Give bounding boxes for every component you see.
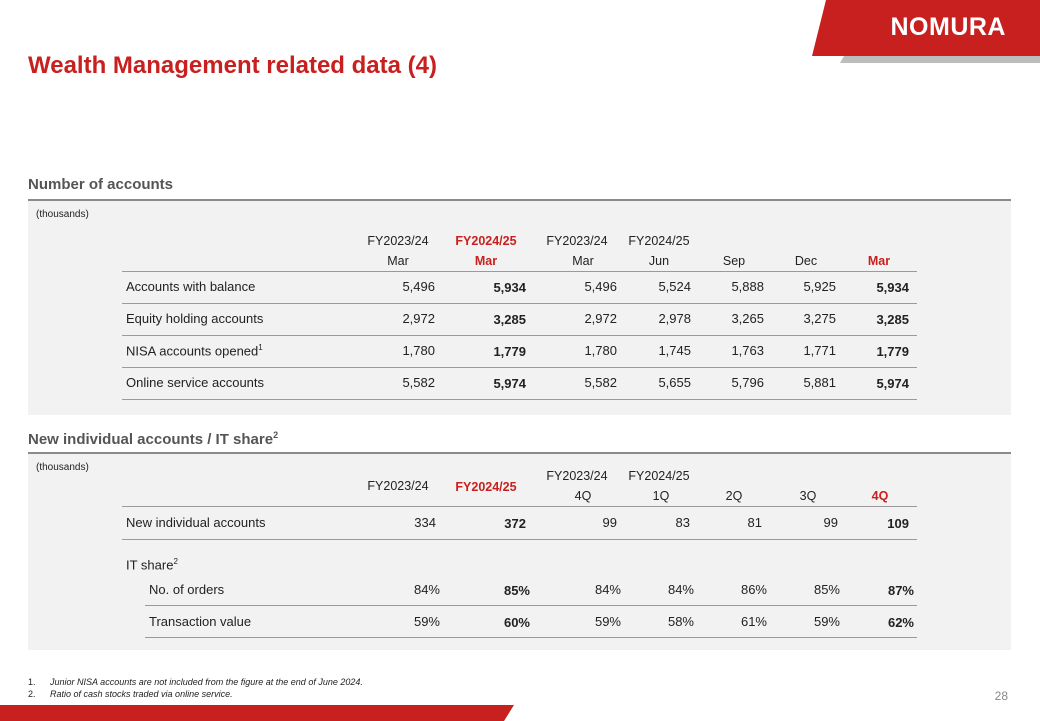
divider: [122, 399, 558, 400]
col-head-fy: FY2023/24: [546, 469, 608, 483]
table-cell: 1,779: [493, 344, 526, 359]
table-cell: 59%: [813, 614, 840, 629]
table-cell: 5,496: [402, 279, 435, 294]
table-cell: 5,888: [731, 279, 764, 294]
unit-note: (thousands): [36, 209, 89, 220]
divider: [542, 367, 917, 368]
divider: [145, 605, 558, 606]
row-label: Online service accounts: [126, 375, 265, 390]
table-cell: 58%: [667, 614, 694, 629]
row-label: No. of orders: [149, 582, 225, 597]
table-cell: 5,934: [493, 280, 526, 295]
col-head-fy: FY2024/25: [455, 480, 517, 494]
table-cell: 5,974: [493, 376, 526, 391]
table-cell: 62%: [887, 615, 914, 630]
divider: [145, 637, 558, 638]
nomura-logo: NOMURA: [890, 13, 1006, 41]
table-cell: 1,771: [803, 343, 836, 358]
table-cell: 59%: [594, 614, 621, 629]
table-cell: 5,582: [584, 375, 617, 390]
divider: [542, 605, 917, 606]
col-head-period: Jun: [648, 254, 670, 268]
col-head-period: Mar: [474, 254, 498, 268]
table-cell: 334: [414, 515, 436, 530]
col-head-period: Mar: [387, 254, 409, 268]
table-cell: 61%: [740, 614, 767, 629]
col-head-period: Mar: [572, 254, 594, 268]
row-label: New individual accounts: [126, 515, 266, 530]
section-title-accounts: Number of accounts: [28, 176, 174, 193]
table-cell: 5,496: [584, 279, 617, 294]
col-head-fy: FY2024/25: [455, 234, 517, 248]
col-head-fy: FY2024/25: [628, 234, 690, 248]
table-cell: 87%: [887, 583, 914, 598]
table-cell: 2,972: [584, 311, 617, 326]
col-head-period: Dec: [794, 254, 818, 268]
table-cell: 1,779: [876, 344, 909, 359]
divider: [122, 506, 558, 507]
table-cell: 81: [747, 515, 762, 530]
table-cell: 3,275: [803, 311, 836, 326]
divider: [122, 539, 558, 540]
divider: [542, 506, 917, 507]
table-cell: 59%: [413, 614, 440, 629]
row-label: IT share$^2$: [126, 557, 178, 573]
col-head-fy: FY2023/24: [367, 234, 429, 248]
table-cell: 99: [823, 515, 838, 530]
col-head-period: Mar: [867, 254, 891, 268]
bottom-accent-bar: [0, 705, 520, 721]
unit-note: (thousands): [36, 462, 89, 473]
footnote: 2. Ratio of cash stocks traded via online service.: [28, 689, 233, 699]
table-cell: 5,934: [876, 280, 909, 295]
divider: [542, 399, 917, 400]
table-cell: 1,763: [731, 343, 764, 358]
table-cell: 3,265: [731, 311, 764, 326]
table-cell: 5,881: [803, 375, 836, 390]
table-cell: 2,972: [402, 311, 435, 326]
table-cell: 2,978: [658, 311, 691, 326]
footnotes: [28, 677, 363, 701]
table-cell: 83: [675, 515, 690, 530]
table-cell: 85%: [503, 583, 530, 598]
col-head-fy: FY2023/24: [546, 234, 608, 248]
col-head-quarter: 1Q: [652, 489, 670, 503]
divider: [542, 637, 917, 638]
col-head-fy: FY2023/24: [367, 479, 429, 493]
table-cell: 60%: [503, 615, 530, 630]
row-label: Equity holding accounts: [126, 311, 264, 326]
table-cell: 1,780: [584, 343, 617, 358]
col-head-quarter: 3Q: [799, 489, 817, 503]
divider: [122, 303, 558, 304]
table-cell: 372: [504, 516, 526, 531]
col-head-fy: FY2024/25: [628, 469, 690, 483]
table-cell: 84%: [413, 582, 440, 597]
table-cell: 5,655: [658, 375, 691, 390]
table-cell: 86%: [740, 582, 767, 597]
table-cell: 109: [887, 516, 909, 531]
col-head-period: Sep: [722, 254, 746, 268]
logo-band: [812, 0, 1040, 56]
section-title-new-accounts: New individual accounts / IT share$^2$: [28, 430, 279, 448]
divider: [542, 335, 917, 336]
table-cell: 85%: [813, 582, 840, 597]
table-cell: 99: [602, 515, 617, 530]
divider: [542, 539, 917, 540]
row-label: Accounts with balance: [126, 279, 256, 294]
table-cell: 3,285: [493, 312, 526, 327]
table-cell: 84%: [594, 582, 621, 597]
page-title: Wealth Management related data (4): [28, 52, 437, 79]
table-cell: 3,285: [876, 312, 909, 327]
divider: [542, 271, 917, 272]
divider: [542, 303, 917, 304]
table-cell: 5,796: [731, 375, 764, 390]
table-cell: 84%: [667, 582, 694, 597]
table-cell: 1,780: [402, 343, 435, 358]
row-label: Transaction value: [149, 614, 252, 629]
table-cell: 1,745: [658, 343, 691, 358]
accounts-panel: [28, 199, 1011, 415]
table-cell: 5,524: [658, 279, 691, 294]
divider: [122, 335, 558, 336]
col-head-quarter: 2Q: [725, 489, 743, 503]
divider: [122, 367, 558, 368]
col-head-quarter: 4Q: [871, 489, 889, 503]
row-label: NISA accounts opened$^1$: [126, 343, 263, 359]
table-cell: 5,925: [803, 279, 836, 294]
new-accounts-panel: [28, 452, 1011, 650]
col-head-quarter: 4Q: [574, 489, 592, 503]
table-cell: 5,582: [402, 375, 435, 390]
table-cell: 5,974: [876, 376, 909, 391]
footnote: 1. Junior NISA accounts are not included from the figure at the end of June 2024.: [28, 677, 363, 687]
divider: [122, 271, 558, 272]
page-number: 28: [994, 689, 1008, 703]
